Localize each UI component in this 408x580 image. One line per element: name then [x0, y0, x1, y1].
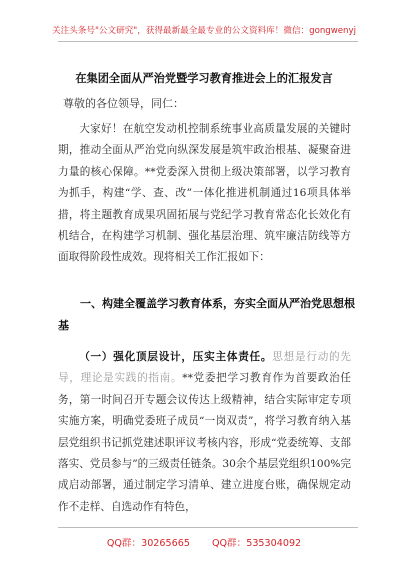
intro-paragraph: 大家好！在航空发动机控制系统事业高质量发展的关键时期，推动全面从严治党向纵深发展是筑牢政治根基、凝聚奋进力量的核心保障。**党委深入贯彻上级决策部署，以学习教育为抓手，构建“学、查、改”一体化推进机制通过16项具体举措，将主题教育成果巩固拓展与党纪学习教育常态化长效化有机结合，在构建学习机制、强化基层治理、筑牢廉洁防线等方面取得阶段性成效。现将相关工作汇报如下：	[58, 123, 351, 264]
header-banner: 关注头条号"公文研究"，获得最新最全最专业的公文资料库！微信：gongwenyj	[52, 26, 356, 36]
header-divider	[58, 41, 358, 42]
footer	[0, 535, 408, 549]
subsection-body: **党委把学习教育作为首要政治任务，第一时间召开专题会议传达上级精神，结合实际审定专项实施方案，明确党委班子成员“一岗双责”，将学习教育纳入基层党组织书记抓党建述职评议考核内容，形成“党委统筹、支部落实、党员参与”的三级责任链条。30余个基层党组织100%完成启动部署，通过制定学习清单、建立进度台账，确保规定动作不走样、自选动作有特色，	[58, 372, 352, 513]
salutation: 尊敬的各位领导，同仁：	[63, 97, 184, 110]
subsection-thought: 思想是行动的先导，理论是实践的指南。	[58, 351, 352, 385]
document-title: 在集团全面从严治党暨学习教育推进会上的汇报发言	[75, 71, 333, 85]
footer-qq-group-2: QQ群：535304092	[211, 538, 302, 549]
footer-divider	[58, 527, 358, 528]
footer-qq-group-1: QQ群：30265665	[106, 538, 190, 549]
subsection-paragraph-1	[58, 347, 351, 518]
section-heading-1: 一、构建全覆盖学习教育体系，夯实全面从严治党思想根基	[58, 297, 355, 332]
subsection-lead: （一）强化顶层设计，压实主体责任。	[79, 351, 273, 363]
